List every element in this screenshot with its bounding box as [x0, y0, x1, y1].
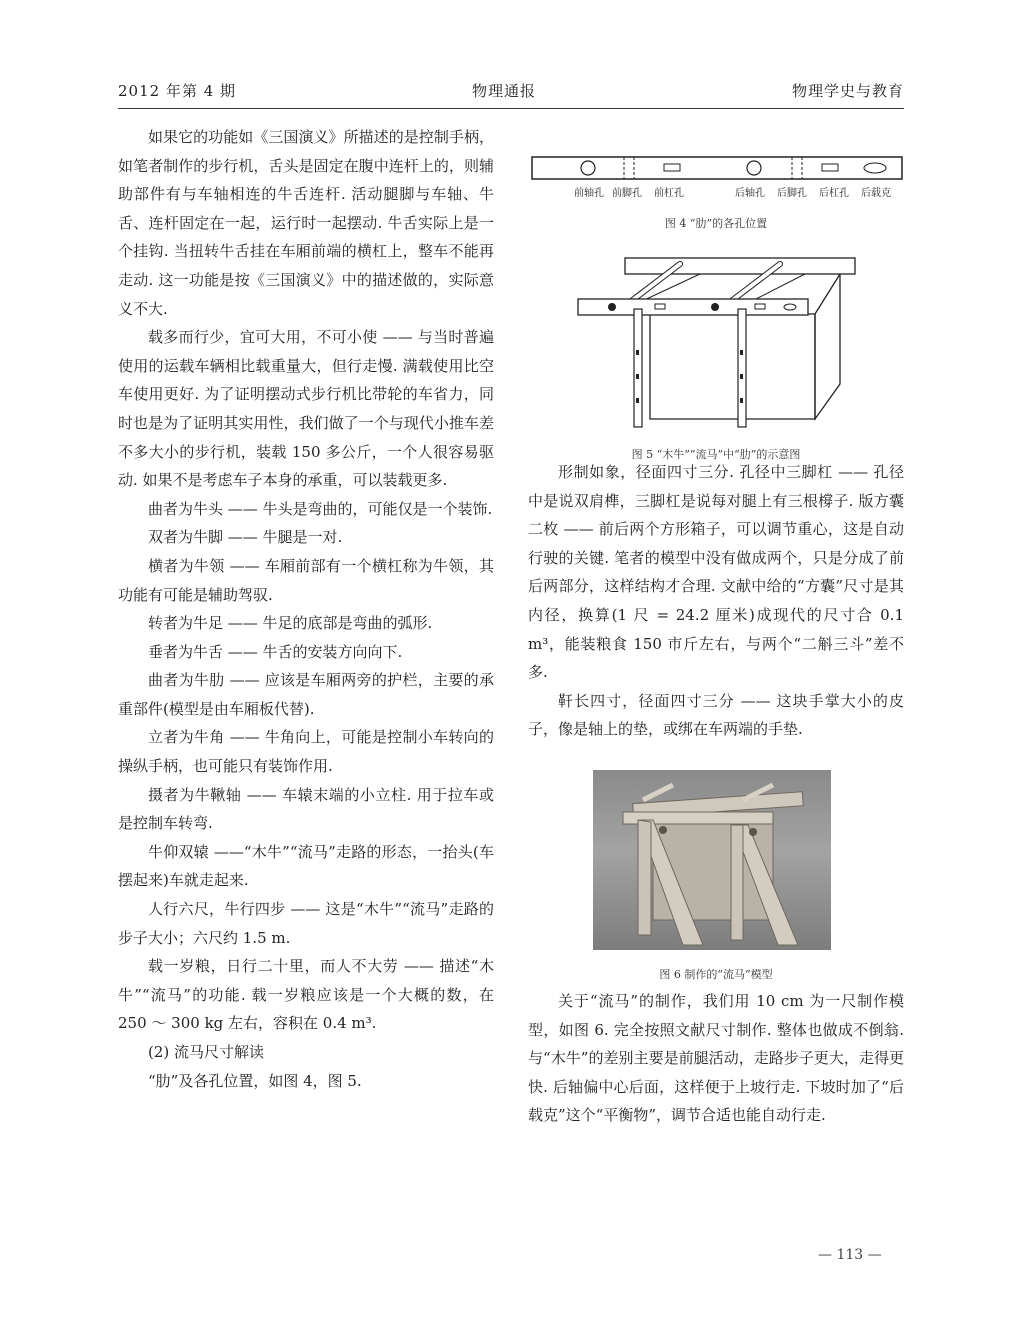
- paragraph: 双者为牛脚 —— 牛腿是一对.: [148, 528, 343, 547]
- figure-5-caption: 图 5 “木牛”“流马”中“肋”的示意图: [631, 448, 801, 461]
- rear-rib: [625, 258, 855, 274]
- paragraph: 牛仰双辕 ——“木牛”“流马”走路的形态，一抬头(车摆起来)车就走起来.: [118, 842, 494, 890]
- section-title: 物理学史与教育: [791, 82, 904, 100]
- journal-title: 物理通报: [472, 82, 537, 100]
- paragraph: 载一岁粮，日行二十里，而人不大劳 —— 描述“木牛”“流马”的功能. 载一岁粮应该是一个大概的数，在 250 ～ 300 kg 左右，容积在 0.4 m³.: [118, 957, 494, 1033]
- subsection-heading: (2) 流马尺寸解读: [148, 1043, 265, 1061]
- rear-leg: [738, 309, 746, 427]
- axle-hole: [608, 303, 616, 311]
- fig4-label: 前脚孔: [612, 188, 642, 199]
- model-leg-front: [638, 820, 651, 935]
- paragraph: 载多而行少，宜可大用，不可小使 —— 与当时普遍使用的运载车辆相比载重量大，但行走慢. 满载使用比空车使用更好. 为了证明摆动式步行机比带轮的车省力，同时也是为了证明其实用性，我们做了一个与现代小推车差不多大小的步行机，装载 150 多公斤，一个人很容易驱动. 如果不是考虑车子本身的承重，可以装载更多.: [118, 328, 494, 490]
- figure-4-hole-positions: [530, 151, 904, 211]
- front-leg: [634, 309, 642, 427]
- leg-hole: [636, 374, 639, 379]
- fig4-label: 后载克: [861, 188, 891, 199]
- paragraph: “肋”及各孔位置，如图 4，图 5.: [148, 1071, 362, 1090]
- fig4-label: 后轴孔: [735, 188, 765, 199]
- paragraph: 形制如象，径面四寸三分. 孔径中三脚杠 —— 孔径中是说双肩榫，三脚杠是说每对腿上有三根橕子. 版方囊二枚 —— 前后两个方形箱子，可以调节重心，这是自动行驶的关键. 笔者的模型中没有做成两个，只是分成了前后两部分，这样结构才合理. 文献中给的“方囊”尺寸是其内径，换算(1 尺 = 24.2 厘米)成现代的尺寸合 0.1 m³，能装粮食 150 市斤左右，与两个“二斛三斗”差不多.: [528, 463, 904, 682]
- fig4-label: 后脚孔: [777, 188, 807, 199]
- rear-bar-hole: [822, 164, 838, 171]
- paragraph: 靬长四寸，径面四寸三分 —— 这块手掌大小的皮子，像是轴上的垫，或绑在车两端的手垫.: [528, 691, 904, 739]
- header-rule: [118, 108, 904, 109]
- model-axle: [749, 828, 757, 836]
- rib-bar: [532, 157, 902, 179]
- axle-hole: [711, 303, 719, 311]
- right-column-top: [528, 458, 904, 744]
- paragraph: 曲者为牛肋 —— 应该是车厢两旁的护栏，主要的承重部件(模型是由车厢板代替).: [118, 671, 494, 718]
- figure-6-caption: 图 6 制作的“流马”模型: [659, 968, 773, 981]
- paragraph: 垂者为牛舌 —— 牛舌的安装方向向下.: [148, 642, 403, 661]
- front-axle-hole: [581, 161, 595, 175]
- leg-hole: [636, 398, 639, 403]
- cart-box-front: [650, 314, 815, 419]
- leg-hole: [740, 374, 743, 379]
- fig4-label: 前杠孔: [654, 188, 684, 199]
- figure-6-model-photo: [593, 770, 831, 950]
- left-column: [118, 123, 494, 1095]
- paragraph: 人行六尺，牛行四步 —— 这是“木牛”“流马”走路的步子大小；六尺约 1.5 m.: [118, 900, 494, 947]
- front-bar-hole: [664, 164, 680, 171]
- paragraph: 关于“流马”的制作，我们用 10 cm 为一尺制作模型，如图 6. 完全按照文献尺寸制作. 整体也做成不倒翁. 与“木牛”的差别主要是前腿活动，走路步子更大，走得更快. 后轴偏中心后面，这样便于上坡行走. 下坡时加了“后载克”这个“平衡物”，调节合适也能自动行走.: [528, 992, 904, 1125]
- cart-box-side: [815, 274, 840, 419]
- figure-5-rib-diagram: [570, 254, 870, 444]
- rear-axle-hole: [747, 161, 761, 175]
- fig4-label: 后杠孔: [819, 188, 849, 199]
- rear-weight-hole: [864, 163, 886, 173]
- model-axle: [659, 826, 667, 834]
- paragraph: 摄者为牛鞦轴 —— 车辕末端的小立柱. 用于拉车或是控制车转弯.: [118, 785, 494, 833]
- paragraph: 转者为牛足 —— 牛足的底部是弯曲的弧形.: [148, 614, 433, 633]
- figure-4-caption: 图 4 “肋”的各孔位置: [664, 217, 768, 230]
- paragraph: 曲者为牛头 —— 牛头是弯曲的，可能仅是一个装饰.: [148, 499, 493, 518]
- leg-hole: [636, 350, 639, 355]
- leg-hole: [740, 350, 743, 355]
- paragraph: 立者为牛角 —— 牛角向上，可能是控制小车转向的操纵手柄，也可能只有装饰作用.: [118, 728, 494, 776]
- page-header: [118, 80, 904, 104]
- issue-label: 2012 年第 4 期: [118, 82, 237, 100]
- fig4-label: 前轴孔: [574, 188, 604, 199]
- paragraph: 横者为牛领 —— 车厢前部有一个横杠称为牛领，其功能有可能是辅助驾驭.: [118, 556, 494, 604]
- leg-hole: [740, 398, 743, 403]
- paragraph: 如果它的功能如《三国演义》所描述的是控制手柄，如笔者制作的步行机，舌头是固定在腹中连杆上的，则辅助部件有与车轴相连的牛舌连杆. 活动腿脚与车轴、牛舌、连杆固定在一起，运行时一起摆动. 牛舌实际上是一个挂钩. 当扭转牛舌挂在车厢前端的横杠上，整车不能再走动. 这一功能是按《三国演义》中的描述做的，实际意义不大.: [118, 128, 494, 318]
- right-column-bottom: [528, 987, 904, 1130]
- model-leg-rear: [731, 825, 743, 940]
- page-number: — 113 —: [818, 1247, 882, 1263]
